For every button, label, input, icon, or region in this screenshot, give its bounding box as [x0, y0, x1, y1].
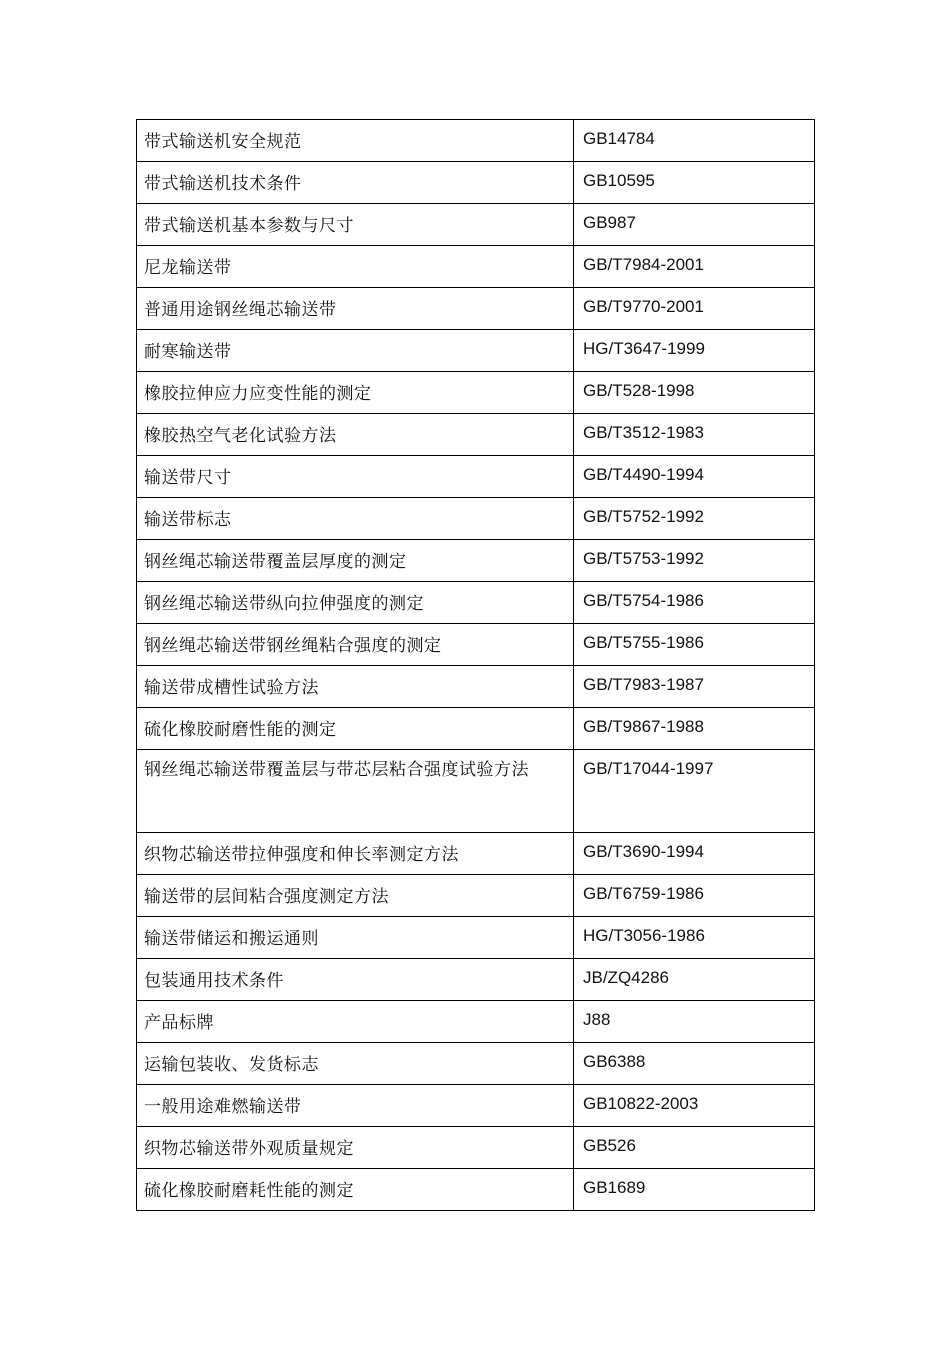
- standard-code: GB/T17044-1997: [574, 750, 815, 833]
- table-row: [137, 162, 815, 204]
- table-row: [137, 833, 815, 875]
- standard-name: 钢丝绳芯输送带钢丝绳粘合强度的测定: [137, 624, 574, 666]
- standard-name: 硫化橡胶耐磨耗性能的测定: [137, 1169, 574, 1211]
- standard-name: 硫化橡胶耐磨性能的测定: [137, 708, 574, 750]
- table-row: [137, 1127, 815, 1169]
- standard-name: 橡胶拉伸应力应变性能的测定: [137, 372, 574, 414]
- standard-name: 输送带的层间粘合强度测定方法: [137, 875, 574, 917]
- standard-name: 橡胶热空气老化试验方法: [137, 414, 574, 456]
- table-row: [137, 204, 815, 246]
- standard-code: GB/T9867-1988: [574, 708, 815, 750]
- standard-name: 织物芯输送带外观质量规定: [137, 1127, 574, 1169]
- standard-code: GB987: [574, 204, 815, 246]
- standard-code: GB/T528-1998: [574, 372, 815, 414]
- standard-name: 一般用途难燃输送带: [137, 1085, 574, 1127]
- standard-code: GB/T3512-1983: [574, 414, 815, 456]
- standard-name: 尼龙输送带: [137, 246, 574, 288]
- standard-name: 带式输送机安全规范: [137, 120, 574, 162]
- standard-name: 产品标牌: [137, 1001, 574, 1043]
- table-row: [137, 582, 815, 624]
- standard-code: GB10595: [574, 162, 815, 204]
- standard-name: 运输包装收、发货标志: [137, 1043, 574, 1085]
- standard-name: 输送带标志: [137, 498, 574, 540]
- standards-table: [136, 119, 815, 1211]
- standard-code: GB/T5753-1992: [574, 540, 815, 582]
- standard-code: GB1689: [574, 1169, 815, 1211]
- standard-code: GB/T3690-1994: [574, 833, 815, 875]
- standard-name: 普通用途钢丝绳芯输送带: [137, 288, 574, 330]
- table-row: [137, 624, 815, 666]
- standard-name: 钢丝绳芯输送带纵向拉伸强度的测定: [137, 582, 574, 624]
- table-row: [137, 708, 815, 750]
- standard-code: GB/T9770-2001: [574, 288, 815, 330]
- standard-code: HG/T3056-1986: [574, 917, 815, 959]
- standard-name: 钢丝绳芯输送带覆盖层与带芯层粘合强度试验方法: [137, 750, 574, 833]
- standard-code: GB14784: [574, 120, 815, 162]
- standard-name: 带式输送机基本参数与尺寸: [137, 204, 574, 246]
- standard-name: 输送带尺寸: [137, 456, 574, 498]
- standard-code: GB/T5752-1992: [574, 498, 815, 540]
- table-row: [137, 246, 815, 288]
- table-row: [137, 1169, 815, 1211]
- standard-code: GB10822-2003: [574, 1085, 815, 1127]
- table-row: [137, 120, 815, 162]
- table-row: [137, 456, 815, 498]
- standard-code: J88: [574, 1001, 815, 1043]
- table-row: [137, 1043, 815, 1085]
- table-row: [137, 875, 815, 917]
- standard-code: JB/ZQ4286: [574, 959, 815, 1001]
- table-row: [137, 959, 815, 1001]
- table-row: [137, 750, 815, 833]
- standard-name: 耐寒输送带: [137, 330, 574, 372]
- table-row: [137, 540, 815, 582]
- standard-name: 织物芯输送带拉伸强度和伸长率测定方法: [137, 833, 574, 875]
- standard-code: GB/T5754-1986: [574, 582, 815, 624]
- table-row: [137, 1001, 815, 1043]
- table-row: [137, 1085, 815, 1127]
- table-row: [137, 666, 815, 708]
- standard-code: GB/T5755-1986: [574, 624, 815, 666]
- table-row: [137, 372, 815, 414]
- standard-code: GB/T6759-1986: [574, 875, 815, 917]
- standards-table-body: [137, 120, 815, 1211]
- table-row: [137, 330, 815, 372]
- standard-name: 包装通用技术条件: [137, 959, 574, 1001]
- standard-code: HG/T3647-1999: [574, 330, 815, 372]
- standard-code: GB526: [574, 1127, 815, 1169]
- standard-name: 带式输送机技术条件: [137, 162, 574, 204]
- table-row: [137, 414, 815, 456]
- standard-code: GB/T7983-1987: [574, 666, 815, 708]
- standard-code: GB/T4490-1994: [574, 456, 815, 498]
- standard-name: 输送带储运和搬运通则: [137, 917, 574, 959]
- standard-name: 钢丝绳芯输送带覆盖层厚度的测定: [137, 540, 574, 582]
- standard-code: GB/T7984-2001: [574, 246, 815, 288]
- table-row: [137, 288, 815, 330]
- table-row: [137, 498, 815, 540]
- standard-code: GB6388: [574, 1043, 815, 1085]
- table-row: [137, 917, 815, 959]
- standard-name: 输送带成槽性试验方法: [137, 666, 574, 708]
